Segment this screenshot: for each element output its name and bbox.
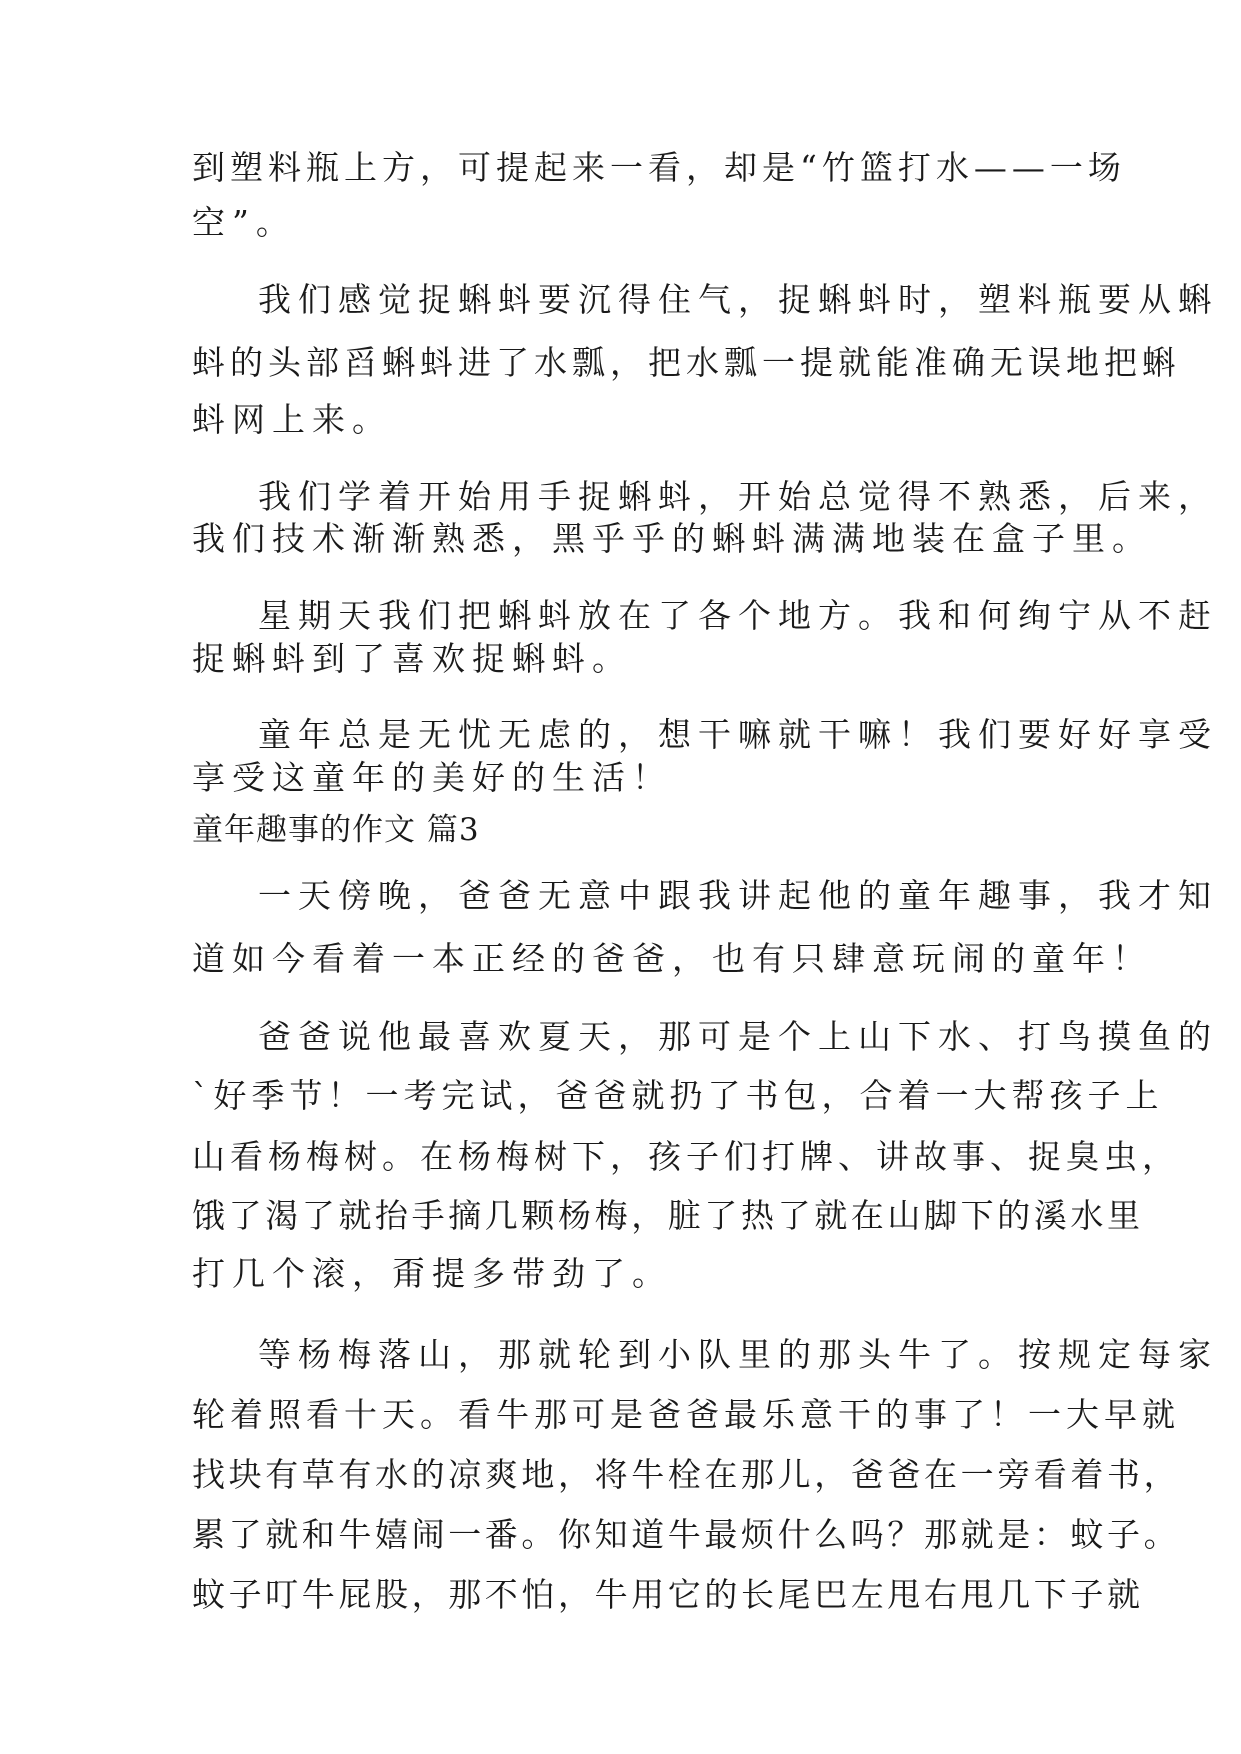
text-line: 我们技术渐渐熟悉，黑乎乎的蝌蚪满满地装在盒子里。	[192, 519, 1152, 558]
text-line: 蚪的头部舀蝌蚪进了水瓢，把水瓢一提就能准确无误地把蝌	[192, 343, 1180, 382]
text-line: 轮着照看十天。看牛那可是爸爸最乐意干的事了！一大早就	[192, 1395, 1180, 1434]
paragraph-start-line: 童年总是无忧无虑的，想干嘛就干嘛！我们要好好享受	[258, 715, 1218, 754]
text-line: 累了就和牛嬉闹一番。你知道牛最烦什么吗？那就是：蚊子。	[192, 1515, 1181, 1554]
paragraph-start-line: 我们感觉捉蝌蚪要沉得住气，捉蝌蚪时，塑料瓶要从蝌	[258, 280, 1218, 319]
text-line: 捉蝌蚪到了喜欢捉蝌蚪。	[192, 639, 632, 678]
paragraph-start-line: 一天傍晚，爸爸无意中跟我讲起他的童年趣事，我才知	[258, 876, 1218, 915]
text-line: 找块有草有水的凉爽地，将牛栓在那儿，爸爸在一旁看着书，	[192, 1455, 1181, 1494]
paragraph-start-line: 我们学着开始用手捉蝌蚪，开始总觉得不熟悉，后来，	[258, 477, 1218, 516]
paragraph-start-line: 等杨梅落山，那就轮到小队里的那头牛了。按规定每家	[258, 1335, 1218, 1374]
paragraph-start-line: 爸爸说他最喜欢夏天，那可是个上山下水、打鸟摸鱼的	[258, 1017, 1218, 1056]
text-line: `好季节！一考完试，爸爸就扔了书包，合着一大帮孩子上	[192, 1076, 1164, 1115]
text-line: 空”。	[192, 203, 296, 242]
text-line: 道如今看着一本正经的爸爸，也有只肆意玩闹的童年！	[192, 939, 1152, 978]
paragraph-start-line: 星期天我们把蝌蚪放在了各个地方。我和何绚宁从不赶	[258, 596, 1218, 635]
text-line: 享受这童年的美好的生活！	[192, 758, 672, 797]
text-line: 山看杨梅树。在杨梅树下，孩子们打牌、讲故事、捉臭虫，	[192, 1137, 1180, 1176]
text-line: 打几个滚，甭提多带劲了。	[192, 1254, 672, 1293]
text-line: 蚪网上来。	[192, 400, 392, 439]
section-heading: 童年趣事的作文 篇3	[192, 812, 480, 848]
text-line: 到塑料瓶上方，可提起来一看，却是“竹篮打水——一场	[192, 148, 1126, 187]
text-line: 蚊子叮牛屁股，那不怕，牛用它的长尾巴左甩右甩几下子就	[192, 1575, 1144, 1614]
text-line: 饿了渴了就抬手摘几颗杨梅，脏了热了就在山脚下的溪水里	[192, 1196, 1144, 1235]
